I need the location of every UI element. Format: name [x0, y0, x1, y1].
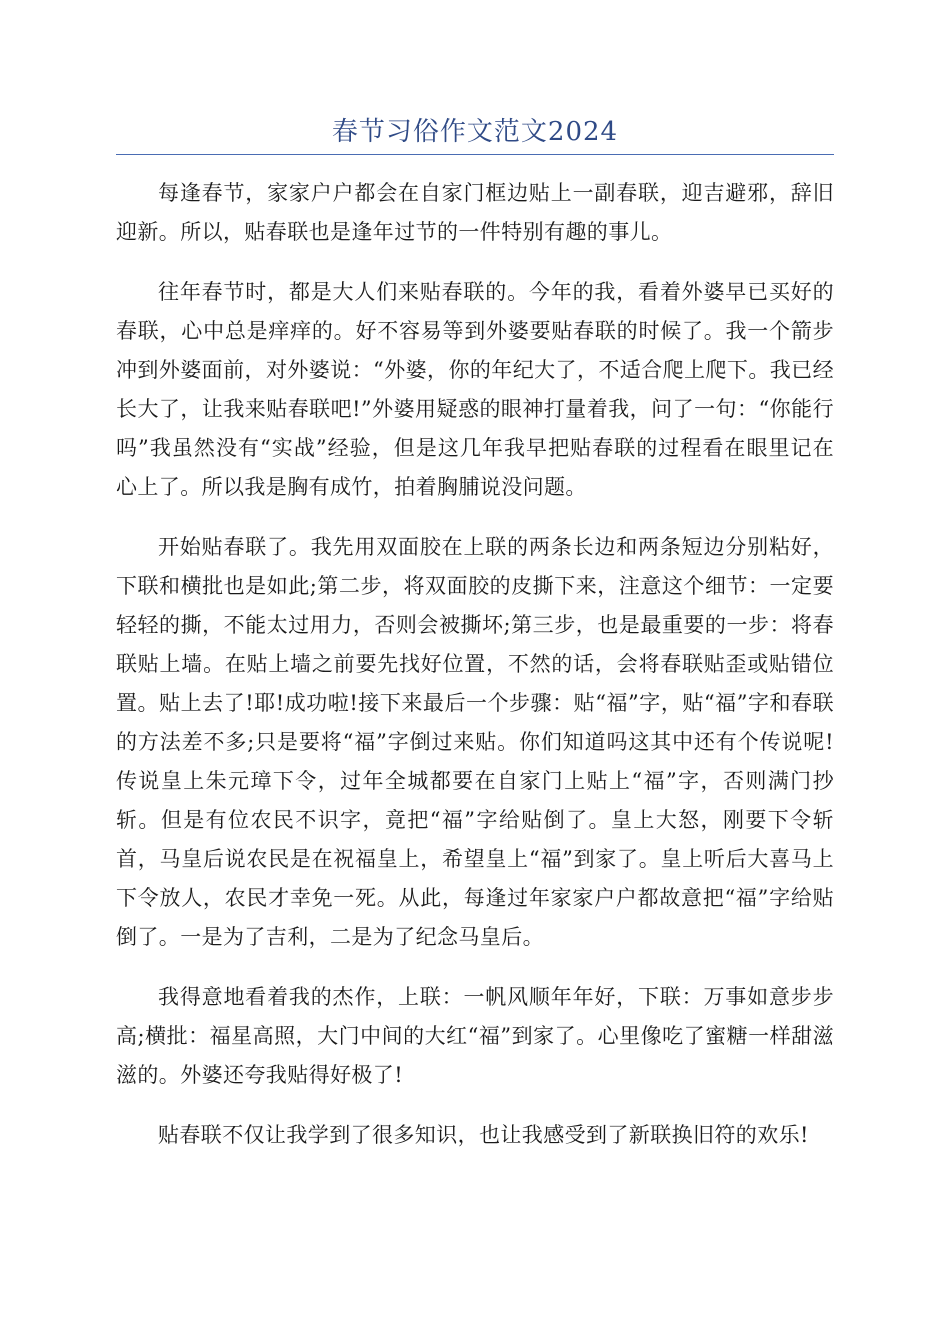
document-body: [116, 174, 834, 1176]
document-title: 春节习俗作文范文2024: [331, 117, 619, 147]
paragraph-4: 我得意地看着我的杰作，上联：一帆风顺年年好，下联：万事如意步步高;横批：福星高照，大门中间的大红“福”到家了。心里像吃了蜜糖一样甜滋滋的。外婆还夸我贴得好极了!: [116, 985, 834, 1087]
paragraph-5: 贴春联不仅让我学到了很多知识，也让我感受到了新联换旧符的欢乐!: [158, 1123, 809, 1147]
paragraph-1: 每逢春节，家家户户都会在自家门框边贴上一副春联，迎吉避邪，辞旧迎新。所以，贴春联也是逢年过节的一件特别有趣的事儿。: [116, 181, 834, 244]
title-underline: [116, 154, 834, 155]
paragraph-3: 开始贴春联了。我先用双面胶在上联的两条长边和两条短边分别粘好，下联和横批也是如此;第二步，将双面胶的皮撕下来，注意这个细节：一定要轻轻的撕，不能太过用力，否则会被撕坏;第三步，也是最重要的一步：将春联贴上墙。在贴上墙之前要先找好位置，不然的话，会将春联贴歪或贴错位置。贴上去了!耶!成功啦!接下来最后一个步骤：贴“福”字，贴“福”字和春联的方法差不多;只是要将“福”字倒过来贴。你们知道吗这其中还有个传说呢!传说皇上朱元璋下令，过年全城都要在自家门上贴上“福”字，否则满门抄斩。但是有位农民不识字，竟把“福”字给贴倒了。皇上大怒，刚要下令斩首，马皇后说农民是在祝福皇上，希望皇上“福”到家了。皇上听后大喜马上下令放人，农民才幸免一死。从此，每逢过年家家户户都故意把“福”字给贴倒了。一是为了吉利，二是为了纪念马皇后。: [116, 535, 834, 949]
paragraph-2: 往年春节时，都是大人们来贴春联的。今年的我，看着外婆早已买好的春联，心中总是痒痒的。好不容易等到外婆要贴春联的时候了。我一个箭步冲到外婆面前，对外婆说：“外婆，你的年纪大了，不适合爬上爬下。我已经长大了，让我来贴春联吧!”外婆用疑惑的眼神打量着我，问了一句：“你能行吗”我虽然没有“实战”经验，但是这几年我早把贴春联的过程看在眼里记在心上了。所以我是胸有成竹，拍着胸脯说没问题。: [116, 280, 834, 499]
